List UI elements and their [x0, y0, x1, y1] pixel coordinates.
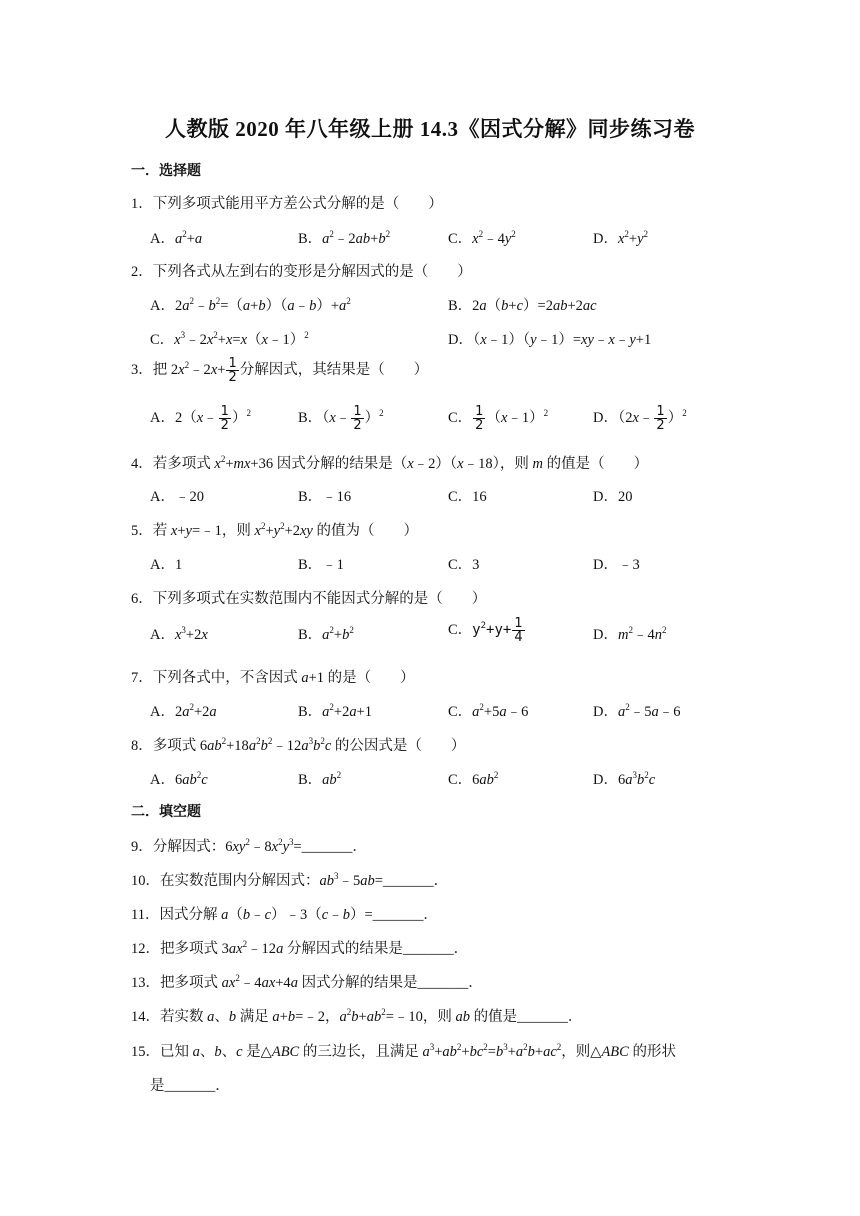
page-title: 人教版 2020 年八年级上册 14.3《因式分解》同步练习卷	[165, 117, 695, 141]
q3-option-a: A．2（x﹣ $\frac{1}{2}$ ）$^2$	[150, 404, 251, 433]
q2-option-d: D．（x﹣1）（y﹣1）=xy﹣x﹣y+1	[448, 332, 652, 348]
q5-option-a: A．1	[150, 557, 183, 573]
question-7-stem: 7．下列各式中，不含因式 a+1 的是（ ）	[131, 670, 415, 686]
question-6-stem: 6．下列多项式在实数范围内不能因式分解的是（ ）	[131, 591, 487, 607]
q5-option-c: C．3	[448, 557, 480, 573]
q1-option-a: A．$a^2+a$	[150, 229, 203, 247]
q4-option-d: D．20	[593, 489, 633, 505]
question-3-stem: 3．把 $2x^2﹣2x+$ $\frac{1}{2}$ 分解因式，其结果是（ ）	[131, 356, 429, 385]
q7-option-c: C．$a^2+5a﹣6$	[448, 702, 529, 720]
q3-option-c: C． $\frac{1}{2}$ （x﹣1）$^2$	[448, 404, 549, 433]
q2-option-b: B．2a（b+c）=2ab+2ac	[448, 298, 597, 314]
q1-option-b: B．$a^2﹣2ab+b^2$	[298, 229, 391, 247]
question-11: 11．因式分解 a（b﹣c）﹣3（c﹣b）=_______．	[131, 907, 438, 923]
q5-option-d: D．﹣3	[593, 557, 640, 573]
q8-option-b: B．$ab^2$	[298, 770, 342, 788]
q7-option-a: A．$2a^2+2a$	[150, 702, 217, 720]
section-fill-heading: 二．填空题	[131, 805, 201, 820]
q3-option-b: B．（x﹣ $\frac{1}{2}$ ）$^2$	[298, 404, 384, 433]
q3-option-d: D．（2x﹣ $\frac{1}{2}$ ）$^2$	[593, 404, 687, 433]
q1-option-d: D．$x^2+y^2$	[593, 229, 649, 247]
q4-option-b: B．﹣16	[298, 489, 352, 505]
fraction-half: $\frac{1}{2}$	[228, 356, 237, 385]
question-12: 12．把多项式 $3ax^2﹣12a$ 分解因式的结果是_______．	[131, 939, 469, 957]
q6-option-b: B．$a^2+b^2$	[298, 625, 354, 643]
q5-option-b: B．﹣1	[298, 557, 344, 573]
question-2-stem: 2．下列各式从左到右的变形是分解因式的是（ ）	[131, 264, 472, 280]
question-4-stem: 4．若多项式 $x^2+mx+36$ 因式分解的结果是（x﹣2）（x﹣18），则 m 的值是（ ）	[131, 454, 649, 472]
question-1-stem: 1．下列多项式能用平方差公式分解的是（ ）	[131, 196, 443, 212]
question-8-stem: 8．多项式 $6ab^2+18a^2b^2﹣12a^3b^2c$ 的公因式是（ ）	[131, 736, 466, 754]
question-10: 10．在实数范围内分解因式：$ab^3﹣5ab=\_\_\_\_\_\_\_$．	[131, 871, 449, 889]
fraction-quarter: $\frac{1}{4}$	[514, 616, 523, 645]
section-choice-heading: 一．选择题	[131, 164, 201, 179]
q2-option-a: A．$2a^2﹣b^2=(a+b)(a﹣b)+a^2$	[150, 296, 351, 314]
q7-option-d: D．$a^2﹣5a﹣6$	[593, 702, 681, 720]
q8-option-d: D．$6a^3b^2c$	[593, 770, 656, 788]
q7-option-b: B．$a^2+2a+1$	[298, 702, 373, 720]
question-15-line-1: 15．已知 a、b、c 是△ABC 的三边长，且满足 $a^3+ab^2+bc^2=b^3+a^2b+ac^2$，则△ABC 的形状	[131, 1042, 676, 1060]
question-9: 9．分解因式：$6xy^2﹣8x^2y^3=\_\_\_\_\_\_\_$．	[131, 837, 367, 855]
q6-option-a: A．$x^3+2x$	[150, 625, 208, 643]
q2-option-c: C．$x^3﹣2x^2+x=x(x﹣1)^2$	[150, 330, 309, 348]
question-5-stem: 5．若 x+y=﹣1，则 $x^2+y^2+2xy$ 的值为（ ）	[131, 521, 418, 539]
question-15-line-2: 是_______．	[150, 1078, 230, 1094]
q8-option-a: A．$6ab^2c$	[150, 770, 208, 788]
q6-option-d: D．$m^2﹣4n^2$	[593, 625, 667, 643]
q8-option-c: C．$6ab^2$	[448, 770, 499, 788]
question-14: 14．若实数 a、b 满足 a+b=﹣2，$a^2b+ab^2=﹣10$，则 ab 的值是_______．	[131, 1007, 583, 1025]
q4-option-c: C．16	[448, 489, 487, 505]
question-13: 13．把多项式 $ax^2﹣4ax+4a$ 因式分解的结果是_______．	[131, 973, 483, 991]
q6-option-c: C．$y^2+y+$ $\frac{1}{4}$	[448, 616, 523, 645]
q1-option-c: C．$x^2﹣4y^2$	[448, 229, 516, 247]
q4-option-a: A．﹣20	[150, 489, 204, 505]
